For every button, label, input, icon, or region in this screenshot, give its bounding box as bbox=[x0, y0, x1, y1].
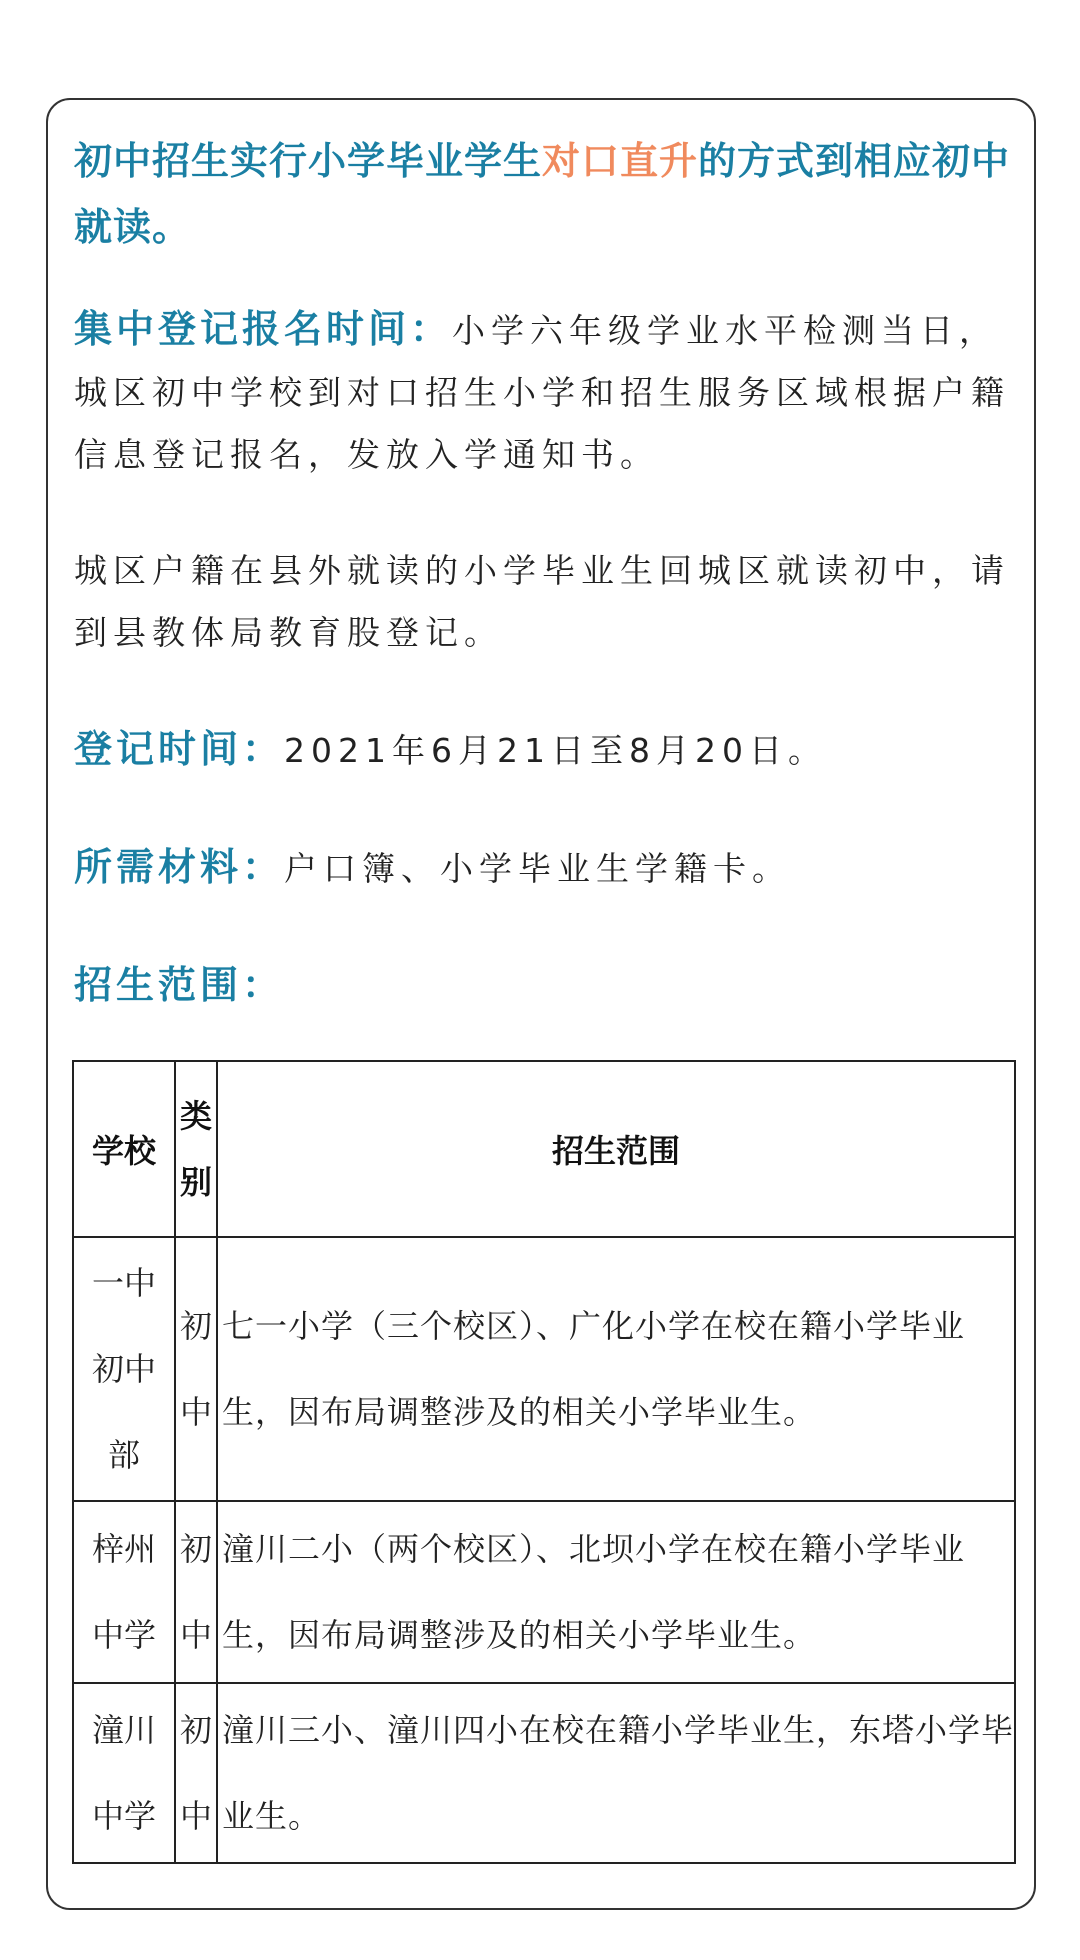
table-row bbox=[73, 1237, 1015, 1501]
school-line: 潼川 bbox=[91, 1711, 156, 1749]
type-line: 中 bbox=[179, 1797, 212, 1835]
header-school: 学校 bbox=[73, 1061, 175, 1237]
type-cell bbox=[175, 1237, 217, 1501]
scope-cell: 潼川二小（两个校区）、北坝小学在校在籍小学毕业生，因布局调整涉及的相关小学毕业生。 bbox=[217, 1501, 1015, 1683]
header-type-line2: 别 bbox=[179, 1163, 212, 1201]
school-cell bbox=[73, 1501, 175, 1683]
school-line: 梓州 bbox=[91, 1530, 156, 1568]
school-line: 部 bbox=[107, 1436, 140, 1474]
school-line: 中学 bbox=[91, 1616, 156, 1654]
intro-heading bbox=[74, 128, 1014, 260]
header-type-line1: 类 bbox=[179, 1097, 212, 1135]
card-content bbox=[74, 128, 1014, 1018]
register-time-section bbox=[74, 718, 1014, 782]
intro-highlight: 对口直升 bbox=[542, 139, 699, 183]
outside-note: 城区户籍在县外就读的小学毕业生回城区就读初中，请到县教体局教育股登记。 bbox=[74, 551, 1010, 652]
registration-section bbox=[74, 298, 1014, 486]
type-line: 中 bbox=[179, 1393, 212, 1431]
materials-section bbox=[74, 836, 1014, 900]
header-type bbox=[175, 1061, 217, 1237]
scope-table-wrap bbox=[72, 1060, 1014, 1864]
school-line: 中学 bbox=[91, 1797, 156, 1835]
school-line: 一中 bbox=[91, 1264, 156, 1302]
table-row bbox=[73, 1501, 1015, 1683]
scope-label: 招生范围： bbox=[74, 963, 285, 1007]
scope-cell: 潼川三小、潼川四小在校在籍小学毕业生，东塔小学毕业生。 bbox=[217, 1683, 1015, 1863]
scope-section bbox=[74, 954, 1014, 1018]
scope-table bbox=[72, 1060, 1016, 1864]
register-time-text: 2021年6月21日至8月20日。 bbox=[284, 731, 827, 770]
table-header-row bbox=[73, 1061, 1015, 1237]
type-line: 初 bbox=[179, 1307, 212, 1345]
materials-text: 户口簿、小学毕业生学籍卡。 bbox=[284, 849, 792, 888]
type-line: 初 bbox=[179, 1711, 212, 1749]
type-cell bbox=[175, 1501, 217, 1683]
type-line: 初 bbox=[179, 1530, 212, 1568]
materials-label: 所需材料： bbox=[74, 845, 285, 889]
intro-after: 的方式到相应初中就读。 bbox=[74, 139, 1011, 249]
school-cell bbox=[73, 1683, 175, 1863]
type-cell bbox=[175, 1683, 217, 1863]
table-row bbox=[73, 1683, 1015, 1863]
info-card bbox=[46, 98, 1036, 1910]
type-line: 中 bbox=[179, 1616, 212, 1654]
registration-label: 集中登记报名时间： bbox=[74, 307, 453, 351]
school-cell bbox=[73, 1237, 175, 1501]
school-line: 初中 bbox=[91, 1350, 156, 1388]
register-time-label: 登记时间： bbox=[74, 727, 285, 771]
scope-cell: 七一小学（三个校区）、广化小学在校在籍小学毕业生，因布局调整涉及的相关小学毕业生。 bbox=[217, 1237, 1015, 1501]
registration-text: 小学六年级学业水平检测当日，城区初中学校到对口招生小学和招生服务区域根据户籍信息登记报名，发放入学通知书。 bbox=[74, 311, 1010, 474]
intro-before: 初中招生实行小学毕业学生 bbox=[74, 139, 543, 183]
header-scope: 招生范围 bbox=[217, 1061, 1015, 1237]
